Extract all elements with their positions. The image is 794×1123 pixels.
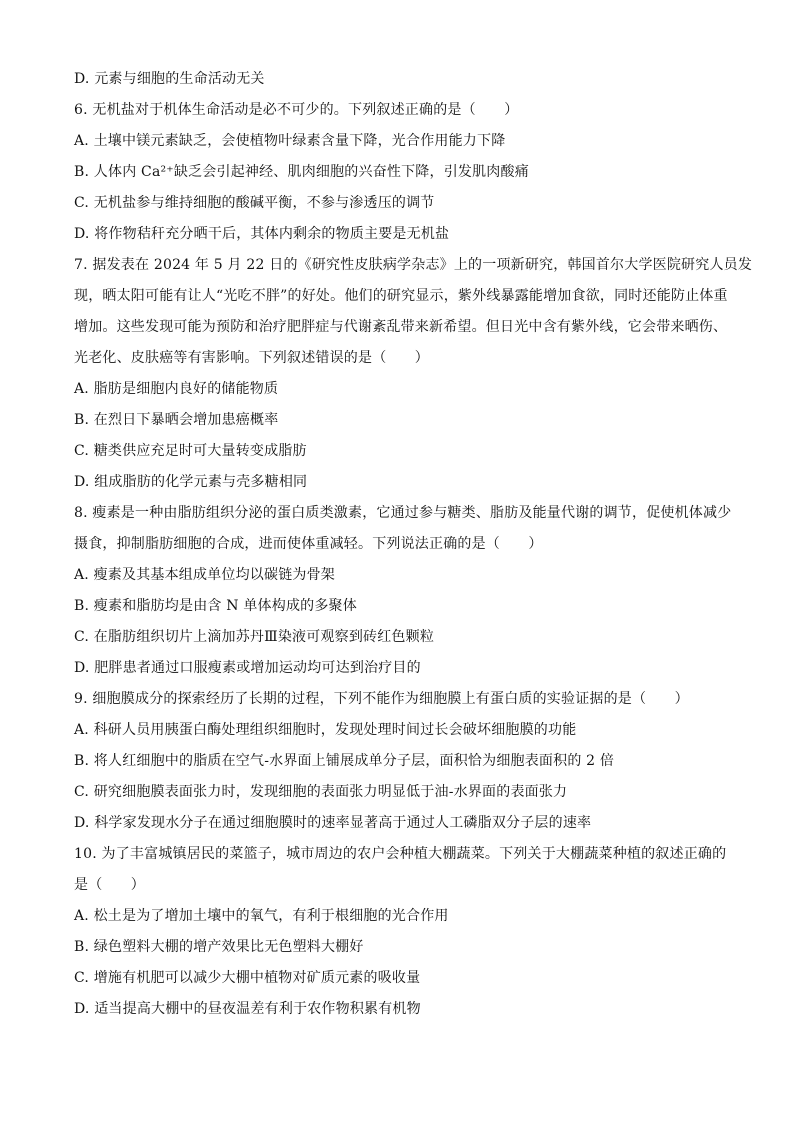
question-stem-continuation: 摄食，抑制脂肪细胞的合成，进而使体重减轻。下列说法正确的是（ ）: [74, 536, 543, 552]
answer-option: C. 糖类供应充足时可大量转变成脂肪: [74, 443, 307, 459]
answer-option: D. 元素与细胞的生命活动无关: [74, 71, 265, 87]
question-stem: 6. 无机盐对于机体生命活动是必不可少的。下列叙述正确的是（ ）: [74, 102, 519, 118]
answer-option: A. 松土是为了增加土壤中的氧气，有利于根细胞的光合作用: [74, 908, 449, 924]
answer-option: C. 研究细胞膜表面张力时，发现细胞的表面张力明显低于油-水界面的表面张力: [74, 784, 568, 800]
answer-option: D. 组成脂肪的化学元素与壳多糖相同: [74, 474, 308, 490]
answer-option: A. 瘦素及其基本组成单位均以碳链为骨架: [74, 567, 336, 583]
question-stem-continuation: 光老化、皮肤癌等有害影响。下列叙述错误的是（ ）: [74, 350, 429, 366]
answer-option: B. 在烈日下暴晒会增加患癌概率: [74, 412, 279, 428]
answer-option: A. 土壤中镁元素缺乏，会使植物叶绿素含量下降，光合作用能力下降: [74, 133, 506, 149]
exam-content: [74, 64, 753, 1025]
answer-option: D. 将作物秸秆充分晒干后，其体内剩余的物质主要是无机盐: [74, 226, 450, 242]
answer-option: D. 肥胖患者通过口服瘦素或增加运动均可达到治疗目的: [74, 660, 421, 676]
answer-option: C. 增施有机肥可以减少大棚中植物对矿质元素的吸收量: [74, 970, 421, 986]
answer-option: C. 无机盐参与维持细胞的酸碱平衡，不参与渗透压的调节: [74, 195, 435, 211]
question-stem: 8. 瘦素是一种由脂肪组织分泌的蛋白质类激素，它通过参与糖类、脂肪及能量代谢的调节，促使机体减少: [74, 505, 732, 521]
answer-option: B. 瘦素和脂肪均是由含 N 单体构成的多聚体: [74, 598, 357, 614]
answer-option: D. 适当提高大棚中的昼夜温差有利于农作物积累有机物: [74, 1001, 421, 1017]
answer-option: A. 脂肪是细胞内良好的储能物质: [74, 381, 279, 397]
question-stem-continuation: 是（ ）: [74, 877, 145, 893]
answer-option: B. 将人红细胞中的脂质在空气-水界面上铺展成单分子层，面积恰为细胞表面积的 2 倍: [74, 753, 615, 769]
answer-option: C. 在脂肪组织切片上滴加苏丹Ⅲ染液可观察到砖红色颗粒: [74, 629, 435, 645]
answer-option: B. 人体内 Ca²⁺缺乏会引起神经、肌肉细胞的兴奋性下降，引发肌肉酸痛: [74, 164, 529, 180]
question-stem: 10. 为了丰富城镇居民的菜篮子，城市周边的农户会种植大棚蔬菜。下列关于大棚蔬菜种植的叙述正确的: [74, 846, 727, 862]
question-stem: 7. 据发表在 2024 年 5 月 22 日的《研究性皮肤病学杂志》上的一项新研究，韩国首尔大学医院研究人员发: [74, 257, 753, 273]
question-stem: 9. 细胞膜成分的探索经历了长期的过程，下列不能作为细胞膜上有蛋白质的实验证据的是（ ）: [74, 691, 689, 707]
answer-option: B. 绿色塑料大棚的增产效果比无色塑料大棚好: [74, 939, 364, 955]
answer-option: A. 科研人员用胰蛋白酶处理组织细胞时，发现处理时间过长会破坏细胞膜的功能: [74, 722, 577, 738]
question-stem-continuation: 现，晒太阳可能有让人“光吃不胖”的好处。他们的研究显示，紫外线暴露能增加食欲，同时还能防止体重: [74, 288, 728, 304]
question-stem-continuation: 增加。这些发现可能为预防和治疗肥胖症与代谢紊乱带来新希望。但日光中含有紫外线，它会带来晒伤、: [74, 319, 728, 335]
answer-option: D. 科学家发现水分子在通过细胞膜时的速率显著高于通过人工磷脂双分子层的速率: [74, 815, 592, 831]
